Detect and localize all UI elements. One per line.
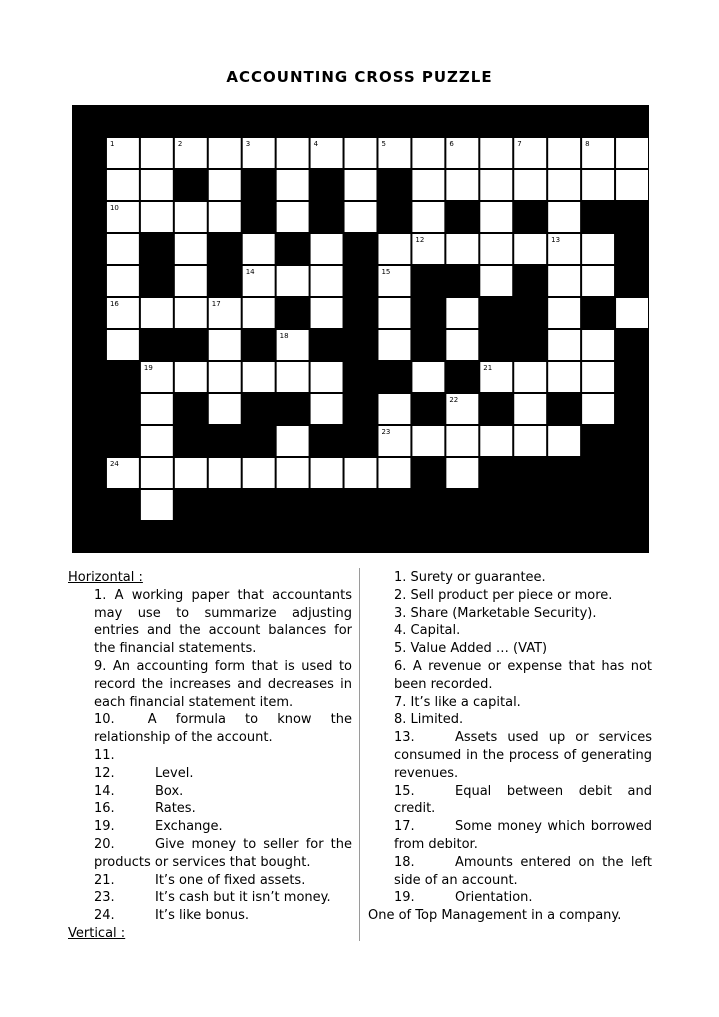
clue-number: 17. <box>394 819 415 835</box>
grid-cell[interactable] <box>209 362 241 392</box>
grid-cell[interactable] <box>480 170 512 200</box>
grid-cell[interactable] <box>446 170 478 200</box>
clue-v-1 <box>362 569 652 587</box>
grid-cell[interactable] <box>175 458 207 488</box>
clue-number: 5. <box>394 641 407 657</box>
grid-cell[interactable] <box>412 138 444 168</box>
clue-text: It’s like a capital. <box>410 694 521 710</box>
grid-cell[interactable] <box>175 234 207 264</box>
clue-number-label: 18 <box>279 332 289 340</box>
clue-number-label: 2 <box>177 140 183 148</box>
grid-cell[interactable] <box>107 234 139 264</box>
clue-v-17 <box>362 818 652 854</box>
grid-cell[interactable] <box>141 170 173 200</box>
grid-cell[interactable] <box>582 394 614 424</box>
clue-number: 18. <box>394 854 415 870</box>
grid-cell[interactable] <box>480 426 512 456</box>
grid-cell[interactable] <box>378 298 410 328</box>
grid-cell[interactable] <box>548 298 580 328</box>
clue-text: Equal between debit and credit. <box>394 783 652 817</box>
grid-cell[interactable] <box>548 426 580 456</box>
grid-cell[interactable] <box>277 426 309 456</box>
grid-cell[interactable] <box>345 202 377 232</box>
grid-cell[interactable] <box>175 202 207 232</box>
clue-number: 10. <box>94 712 115 728</box>
clue-number: 6. <box>394 658 407 674</box>
clue-v-3 <box>362 605 652 623</box>
grid-cell[interactable] <box>480 266 512 296</box>
grid-cell[interactable] <box>514 234 546 264</box>
clue-number: 21. <box>94 872 115 888</box>
grid-cell[interactable] <box>141 490 173 520</box>
clue-v-7 <box>362 694 652 712</box>
horizontal-clues <box>68 569 352 943</box>
grid-cell[interactable] <box>243 458 275 488</box>
clue-text: Give money to seller for the products or services that bought. <box>94 836 352 870</box>
grid-cell[interactable] <box>277 170 309 200</box>
clue-number: 8. <box>394 712 407 728</box>
grid-cell[interactable] <box>378 458 410 488</box>
grid-cell[interactable] <box>446 330 478 360</box>
grid-cell[interactable] <box>378 234 410 264</box>
clue-number-label: 14 <box>245 268 255 276</box>
clue-text: Some money which borrowed from debitor. <box>394 819 652 852</box>
clue-text: A working paper that accountants may use to summarize adjusting entries and the account balances for the financial statements. <box>94 587 352 657</box>
vertical-heading: Vertical : <box>68 925 126 941</box>
clue-number: 1. <box>94 587 107 603</box>
grid-cell[interactable] <box>141 298 173 328</box>
grid-cell[interactable] <box>277 202 309 232</box>
grid-cell[interactable] <box>209 202 241 232</box>
grid-cell[interactable] <box>141 394 173 424</box>
clue-h-24 <box>68 907 352 925</box>
clue-h-11 <box>68 747 352 765</box>
clue-text: Rates. <box>155 801 196 817</box>
clue-text: Share (Marketable Security). <box>410 605 597 621</box>
grid-cell[interactable] <box>277 458 309 488</box>
clue-v-8 <box>362 711 652 729</box>
clue-h-23 <box>68 889 352 907</box>
grid-cell[interactable] <box>582 362 614 392</box>
grid-cell[interactable] <box>514 426 546 456</box>
clue-number: 9. <box>94 658 107 674</box>
grid-cell[interactable] <box>175 298 207 328</box>
clue-v-19 <box>362 889 652 907</box>
clue-number: 19. <box>394 890 415 906</box>
clue-number: 23. <box>94 890 115 906</box>
grid-cell[interactable] <box>141 202 173 232</box>
clue-number-label: 13 <box>551 236 561 244</box>
clue-v-18 <box>362 854 652 890</box>
clue-number: 14. <box>94 783 115 799</box>
clue-text: Exchange. <box>155 819 223 835</box>
clue-number-label: 15 <box>381 268 391 276</box>
grid-cell[interactable] <box>209 394 241 424</box>
clue-number-label: 24 <box>109 460 119 468</box>
clue-v-15 <box>362 783 652 819</box>
grid-cell[interactable] <box>107 330 139 360</box>
grid-cell[interactable] <box>378 394 410 424</box>
grid-cell[interactable] <box>141 458 173 488</box>
grid-cell[interactable] <box>209 138 241 168</box>
clue-number-label: 10 <box>109 204 119 212</box>
clue-h-14 <box>68 783 352 801</box>
grid-cell[interactable] <box>582 266 614 296</box>
horizontal-heading: Horizontal : <box>68 570 143 585</box>
grid-cell[interactable] <box>480 138 512 168</box>
clue-number: 24. <box>94 908 115 924</box>
grid-cell[interactable] <box>378 330 410 360</box>
grid-cell[interactable] <box>277 266 309 296</box>
grid-cell[interactable] <box>412 362 444 392</box>
clue-number: 12. <box>94 765 115 781</box>
clue-number-label: 7 <box>517 140 522 148</box>
column-divider <box>359 568 360 941</box>
clue-number: 16. <box>94 801 115 817</box>
clue-v-5 <box>362 640 652 658</box>
grid-cell[interactable] <box>311 298 343 328</box>
clue-number: 2. <box>394 587 407 603</box>
clue-text: Surety or guarantee. <box>410 570 546 585</box>
clue-v-6 <box>362 658 652 694</box>
clue-text: Sell product per piece or more. <box>410 587 613 603</box>
grid-cell[interactable] <box>548 362 580 392</box>
grid-cell[interactable] <box>582 234 614 264</box>
clue-number: 19. <box>94 819 115 835</box>
grid-cell[interactable] <box>107 170 139 200</box>
clue-text: Orientation. <box>455 890 533 906</box>
grid-cell[interactable] <box>514 170 546 200</box>
grid-cell[interactable] <box>141 426 173 456</box>
grid-cell[interactable] <box>616 298 648 328</box>
clue-text: It’s one of fixed assets. <box>155 872 306 888</box>
clue-number-label: 23 <box>381 428 391 436</box>
grid-cell[interactable] <box>243 298 275 328</box>
grid-cell[interactable] <box>311 362 343 392</box>
clue-text: It’s cash but it isn’t money. <box>155 890 331 906</box>
clue-number-label: 9 <box>381 172 386 180</box>
grid-cell[interactable] <box>277 138 309 168</box>
grid-cell[interactable] <box>209 170 241 200</box>
clue-number-label: 20 <box>347 364 357 372</box>
clue-number: 13. <box>394 730 415 746</box>
grid-cell[interactable] <box>582 170 614 200</box>
clue-trailer: One of Top Management in a company. <box>368 908 622 924</box>
grid-cell[interactable] <box>548 330 580 360</box>
page-title: ACCOUNTING CROSS PUZZLE <box>226 68 493 86</box>
grid-cell[interactable] <box>412 170 444 200</box>
clue-text: An accounting form that is used to record the increases and decreases in each financial statement item. <box>94 658 352 710</box>
grid-cell[interactable] <box>446 234 478 264</box>
clue-number-label: 1 <box>109 140 115 148</box>
grid-cell[interactable] <box>243 362 275 392</box>
clue-h-1 <box>68 587 352 658</box>
grid-cell[interactable] <box>480 202 512 232</box>
clue-text: Limited. <box>410 712 464 728</box>
clue-number-label: 12 <box>415 236 425 244</box>
grid-cell[interactable] <box>345 138 377 168</box>
clue-text: Box. <box>155 783 184 799</box>
clue-h-20 <box>68 836 352 872</box>
grid-cell[interactable] <box>345 458 377 488</box>
clue-text: A formula to know the relationship of the account. <box>94 712 352 746</box>
grid-cell[interactable] <box>446 458 478 488</box>
clue-text: Assets used up or services consumed in the process of generating revenues. <box>394 730 652 781</box>
clue-number: 11. <box>94 747 115 763</box>
grid-cell[interactable] <box>548 266 580 296</box>
grid-cell[interactable] <box>311 234 343 264</box>
clue-number: 20. <box>94 836 115 852</box>
clue-number-label: 21 <box>483 364 493 372</box>
clue-number-label: 17 <box>211 300 221 308</box>
grid-cell[interactable] <box>616 138 648 168</box>
grid-cell[interactable] <box>548 138 580 168</box>
clue-number-label: 3 <box>245 140 251 148</box>
grid-cell[interactable] <box>141 138 173 168</box>
grid-cell[interactable] <box>311 458 343 488</box>
clue-text: It’s like bonus. <box>155 908 249 924</box>
grid-cell[interactable] <box>514 362 546 392</box>
grid-cell[interactable] <box>446 298 478 328</box>
grid-cell[interactable] <box>412 202 444 232</box>
clue-number: 7. <box>394 694 407 710</box>
clue-text: Capital. <box>410 623 461 639</box>
clue-h-19 <box>68 818 352 836</box>
grid-cell[interactable] <box>209 330 241 360</box>
grid-cell[interactable] <box>616 170 648 200</box>
clue-h-9 <box>68 658 352 711</box>
vertical-clues <box>362 569 652 925</box>
grid-cell[interactable] <box>175 362 207 392</box>
grid-cell[interactable] <box>209 458 241 488</box>
clue-number-label: 4 <box>313 140 319 148</box>
clue-h-10 <box>68 711 352 747</box>
clue-number: 1. <box>394 570 407 585</box>
clue-text: Value Added … (VAT) <box>410 641 548 657</box>
grid-cell[interactable] <box>107 266 139 296</box>
clue-text: Amounts entered on the left side of an account. <box>394 854 652 888</box>
clue-number-label: 22 <box>449 396 459 404</box>
clue-v-2 <box>362 587 652 605</box>
crossword-grid <box>72 105 649 553</box>
clue-number-label: 19 <box>143 364 153 372</box>
clue-number-label: 8 <box>585 140 590 148</box>
clue-number: 4. <box>394 623 407 639</box>
grid-cell[interactable] <box>345 170 377 200</box>
grid-cell[interactable] <box>582 330 614 360</box>
clue-text: Level. <box>155 765 194 781</box>
grid-cell[interactable] <box>548 170 580 200</box>
grid-cell[interactable] <box>175 266 207 296</box>
clue-v-13 <box>362 729 652 782</box>
grid-cell[interactable] <box>548 202 580 232</box>
clue-h-16 <box>68 800 352 818</box>
clue-text: A revenue or expense that has not been recorded. <box>394 658 652 692</box>
grid-cell[interactable] <box>311 266 343 296</box>
clue-v-4 <box>362 622 652 640</box>
grid-cell[interactable] <box>514 394 546 424</box>
grid-cell[interactable] <box>446 426 478 456</box>
clue-number-label: 16 <box>109 300 119 308</box>
grid-cell[interactable] <box>412 426 444 456</box>
grid-cell[interactable] <box>243 234 275 264</box>
grid-cell[interactable] <box>480 234 512 264</box>
clue-number-label: 5 <box>381 140 386 148</box>
clue-h-21 <box>68 872 352 890</box>
clue-number: 15. <box>394 783 415 799</box>
clue-number-label: 6 <box>449 140 454 148</box>
clue-h-12 <box>68 765 352 783</box>
clue-number: 3. <box>394 605 407 621</box>
grid-cell[interactable] <box>311 394 343 424</box>
grid-cell[interactable] <box>277 362 309 392</box>
